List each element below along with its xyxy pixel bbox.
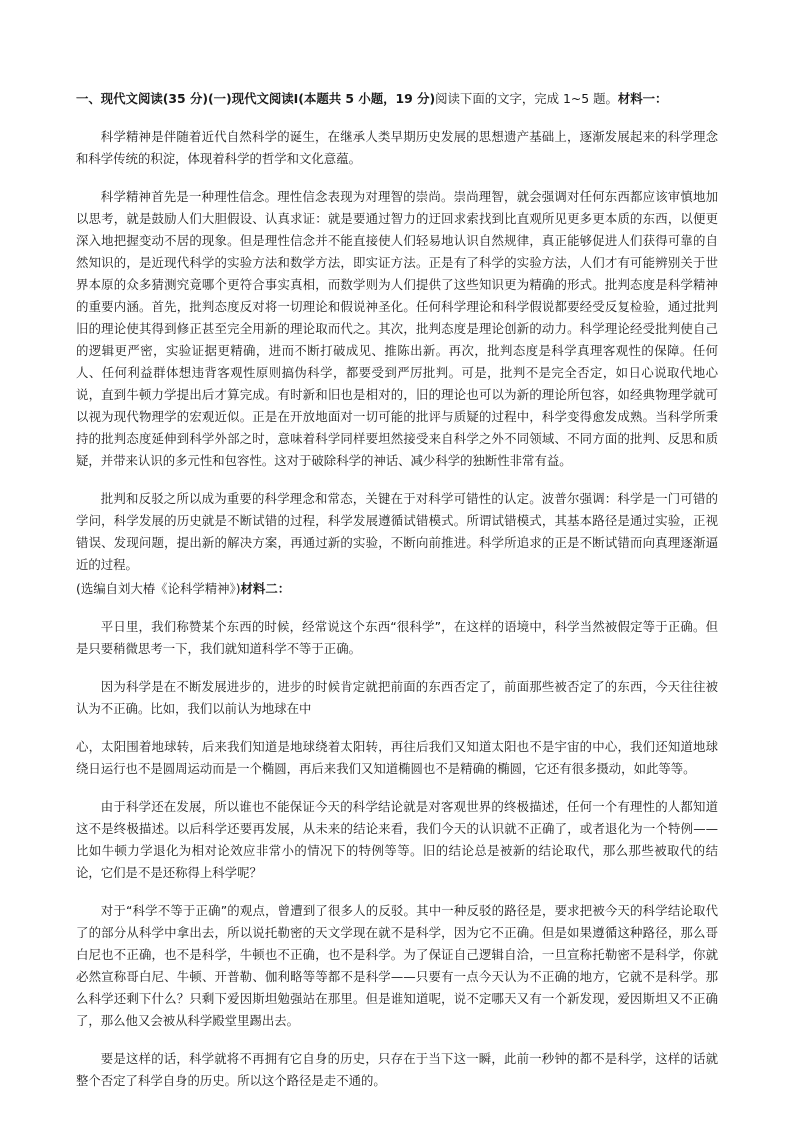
document-page bbox=[76, 88, 718, 1108]
source-citation: (选编自刘大椿《论科学精神》) bbox=[76, 581, 241, 596]
material2-paragraph: 对于“科学不等于正确”的观点，曾遭到了很多人的反驳。其中一种反驳的路径是，要求把被今天的科学结论取代了的部分从科学中拿出去，所以说托勒密的天文学现在就不是科学，因为它不正确。但是如果遵循这种路径，那么哥白尼也不正确，也不是科学，牛顿也不正确，也不是科学。为了保证自己逻辑自洽，一旦宣称托勒密不是科学，你就必然宣称哥白尼、牛顿、开普勒、伽利略等等都不是科学——只要有一点今天认为不正确的地方，它就不是科学。那么科学还剩下什么？只剩下爱因斯坦勉强站在那里。但是谁知道呢，说不定哪天又有一个新发现，爱因斯坦又不正确了，那么他又会被从科学殿堂里踢出去。 bbox=[76, 903, 718, 1028]
section-heading bbox=[76, 88, 718, 110]
material1-source bbox=[76, 578, 718, 600]
material2-paragraph: 心，太阳围着地球转，后来我们知道是地球绕着太阳转，再往后我们又知道太阳也不是宇宙的中心，我们还知道地球绕日运行也不是圆周运动而是一个椭圆，再后来我们又知道椭圆也不是精确的椭圆，它还有很多摄动，如此等等。 bbox=[76, 739, 718, 776]
material1-paragraph: 科学精神是伴随着近代自然科学的诞生，在继承人类早期历史发展的思想遗产基础上，逐渐发展起来的科学理念和科学传统的积淀，体现着科学的哲学和文化意蕴。 bbox=[76, 129, 718, 166]
heading-bold-part: 一、现代文阅读(35 分)(一)现代文阅读Ⅰ(本题共 5 小题，19 分) bbox=[76, 91, 436, 106]
material1-label: 材料一： bbox=[617, 91, 668, 106]
material2-paragraph: 由于科学还在发展，所以谁也不能保证今天的科学结论就是对客观世界的终极描述，任何一个有理性的人都知道这不是终极描述。以后科学还要再发展，从未来的结论来看，我们今天的认识就不正确了，或者退化为一个特例——比如牛顿力学退化为相对论效应非常小的情况下的特例等等。旧的结论总是被新的结论取代，那么那些被取代的结论，它们是不是还称得上科学呢？ bbox=[76, 799, 718, 880]
material2-label: 材料二： bbox=[240, 581, 291, 596]
heading-instruction: 阅读下面的文字，完成 1~5 题。 bbox=[435, 91, 618, 106]
material2-paragraph: 平日里，我们称赞某个东西的时候，经常说这个东西“很科学”，在这样的语境中，科学当然被假定等于正确。但是只要稍微思考一下，我们就知道科学不等于正确。 bbox=[76, 619, 718, 656]
material2-paragraph: 要是这样的话，科学就将不再拥有它自身的历史，只存在于当下这一瞬，此前一秒钟的都不是科学，这样的话就整个否定了科学自身的历史。所以这个路径是走不通的。 bbox=[76, 1051, 718, 1088]
material1-paragraph: 科学精神首先是一种理性信念。理性信念表现为对理智的崇尚。崇尚理智，就会强调对任何东西都应该审慎地加以思考，就是鼓励人们大胆假设、认真求证：就是要通过智力的迂回求索找到比直观所见更多更本质的东西，以便更深入地把握变动不居的现象。但是理性信念并不能直接使人们轻易地认识自然规律，真正能够促进人们获得可靠的自然知识的，是近现代科学的实验方法和数学方法，即实证方法。正是有了科学的实验方法，人们才有可能辨别关于世界本原的众多猜测究竟哪个更符合事实真相，而数学则为人们提供了这些知识更为精确的形式。批判态度是科学精神的重要内涵。首先，批判态度反对将一切理论和假说神圣化。任何科学理论和科学假说都要经受反复检验，通过批判旧的理论使其得到修正甚至完全用新的理论取而代之。其次，批判态度是理论创新的动力。科学理论经受批判使自己的逻辑更严密，实验证据更精确，进而不断打破成见、推陈出新。再次，批判态度是科学真理客观性的保障。任何人、任何利益群体想违背客观性原则搞伪科学，都要受到严厉批判。可是，批判不是完全否定，如日心说取代地心说，直到牛顿力学提出后才算完成。有时新和旧也是相对的，旧的理论也可以为新的理论所包容，如经典物理学就可以视为现代物理学的宏观近似。正是在开放地面对一切可能的批评与质疑的过程中，科学变得愈发成熟。当科学所秉持的批判态度延伸到科学外部之时，意味着科学同样要坦然接受来自科学之外不同领域、不同方面的批判、反思和质疑，并带来认识的多元性和包容性。这对于破除科学的神话、减少科学的独断性非常有益。 bbox=[76, 189, 718, 468]
material1-paragraph: 批判和反驳之所以成为重要的科学理念和常态，关键在于对科学可错性的认定。波普尔强调：科学是一门可错的学问，科学发展的历史就是不断试错的过程，科学发展遵循试错模式。所谓试错模式，其基本路径是通过实验，正视错误、发现问题，提出新的解决方案，再通过新的实验，不断向前推进。科学所追求的正是不断试错而向真理逐渐逼近的过程。 bbox=[76, 491, 718, 572]
material2-paragraph: 因为科学是在不断发展进步的，进步的时候肯定就把前面的东西否定了，前面那些被否定了的东西，今天往往被认为不正确。比如，我们以前认为地球在中 bbox=[76, 679, 718, 716]
